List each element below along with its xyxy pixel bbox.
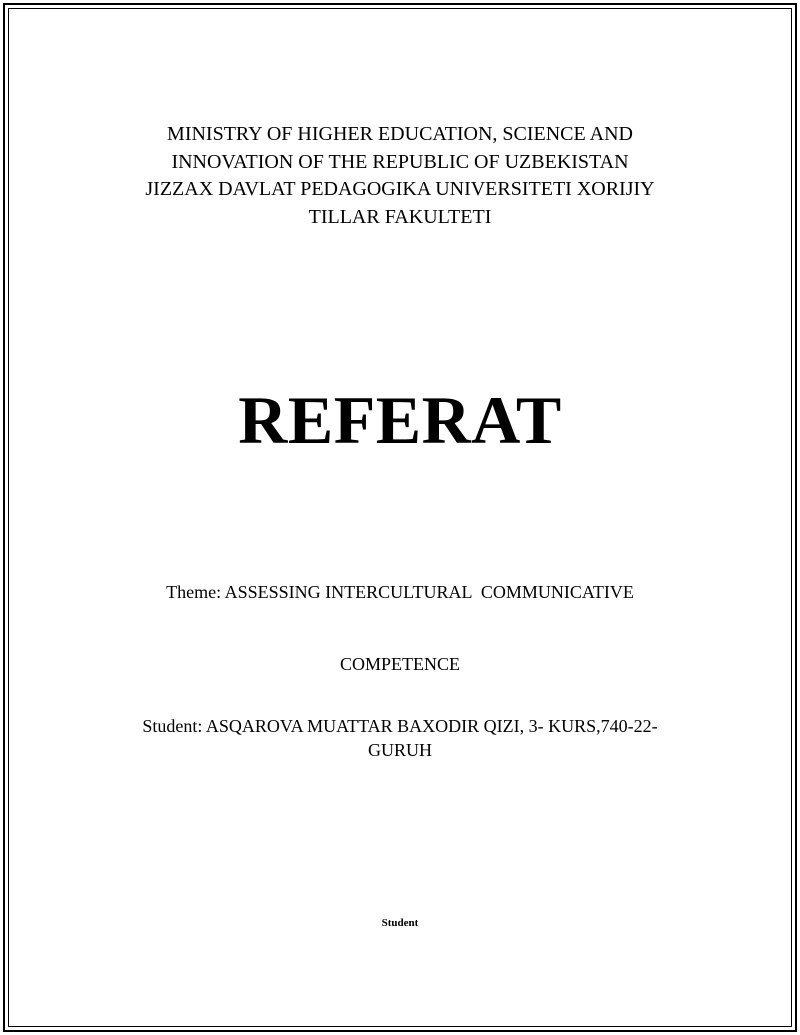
document-title: REFERAT: [238, 382, 562, 458]
header-line-4: TILLAR FAKULTETI: [308, 205, 492, 228]
header-line-1: MINISTRY OF HIGHER EDUCATION, SCIENCE AND: [167, 123, 633, 145]
theme-block: [0, 532, 800, 724]
student-info: [0, 714, 800, 762]
institution-header: [0, 121, 800, 231]
header-line-2: INNOVATION OF THE REPUBLIC OF UZBEKISTAN: [171, 150, 629, 173]
student-line-1: Student: ASQAROVA MUATTAR BAXODIR QIZI, 3- KURS,740-22-: [142, 716, 658, 736]
theme-line-2: COMPETENCE: [339, 654, 460, 674]
theme-line-1: Theme: ASSESSING INTERCULTURAL COMMUNICATIVE: [166, 582, 634, 602]
header-line-3: JIZZAX DAVLAT PEDAGOGIKA UNIVERSITETI XORIJIY: [145, 178, 655, 200]
footer-label: Student: [381, 917, 419, 929]
student-line-2: GURUH: [367, 740, 432, 760]
